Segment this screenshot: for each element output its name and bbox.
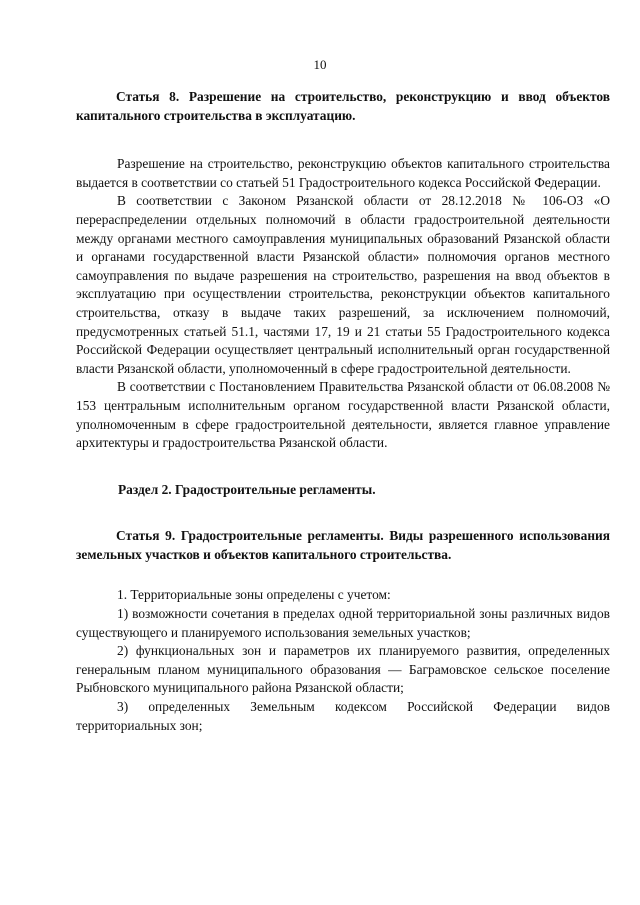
article-8-heading: Статья 8. Разрешение на строительство, реконструкцию и ввод объектов капитального строительства в эксплуатацию. [76,89,610,123]
article-9-heading: Статья 9. Градостроительные регламенты. Виды разрешенного использования земельных участков и объектов капитального строительства. [76,528,610,562]
page-content [76,88,610,735]
article-9-paragraph-3: 2) функциональных зон и параметров их планируемого развития, определенных генеральным планом муниципального образования — Баграмовское сельское поселение Рыбновского муниципального района Рязанской области; [76,643,610,696]
article-8-paragraph-2: В соответствии с Законом Рязанской области от 28.12.2018 № 106-ОЗ «О перераспределении отдельных полномочий в области градостроительной деятельности между органами местного самоуправления муниципальных образований Рязанской области и органами государственной власти Рязанской области» полномочия органов местного самоуправления по выдаче разрешения на строительство, разрешения на ввод объектов в эксплуатацию при осуществлении строительства, реконструкции объектов капитального строительства, отказу в выдаче таких разрешений, за исключением полномочий, предусмотренных статьей 51.1, частями 17, 19 и 21 статьи 55 Градостроительного кодекса Российской Федерации осуществляет центральный исполнительный орган государственной власти Рязанской области, уполномоченный в сфере градостроительной деятельности. [76,193,610,376]
article-8-paragraph-3: В соответствии с Постановлением Правительства Рязанской области от 06.08.2008 № 153 центральным исполнительным органом государственной власти Рязанской области, уполномоченным в сфере градостроительной деятельности, является главное управление архитектуры и градостроительства Рязанской области. [76,379,610,451]
section-2-heading: Раздел 2. Градостроительные регламенты. [118,481,376,497]
page-number: 10 [313,57,327,72]
article-8-paragraph-1: Разрешение на строительство, реконструкцию объектов капитального строительства выдается в соответствии со статьей 51 Градостроительного кодекса Российской Федерации. [76,156,610,190]
article-9-paragraph-1: 1. Территориальные зоны определены с учетом: [117,587,391,603]
article-9-paragraph-2: 1) возможности сочетания в пределах одной территориальной зоны различных видов существующего и планируемого использования земельных участков; [76,606,610,640]
article-9-paragraph-4: 3) определенных Земельным кодексом Российской Федерации видов территориальных зон; [76,699,610,733]
